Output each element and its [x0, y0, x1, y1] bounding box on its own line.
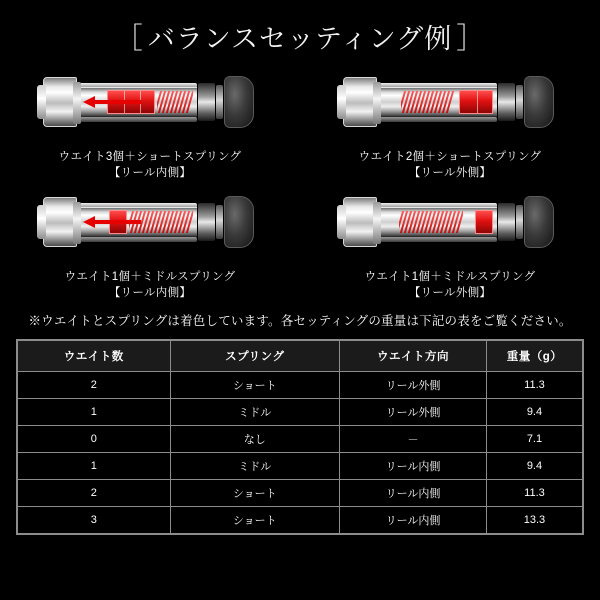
figure-caption-line1: ウエイト1個＋ミドルスプリング [64, 271, 236, 283]
note-text: ※ウエイトとスプリングは着色しています。各セッティングの重量は下記の表をご覧ください。 [28, 314, 572, 328]
knob [224, 76, 254, 128]
collar [498, 203, 515, 241]
cell-weight-count: 2 [18, 480, 171, 507]
reel-illustration [35, 183, 265, 261]
cell-weight-count: 1 [18, 399, 171, 426]
collar [498, 83, 515, 121]
figure-weights3-short-inside [0, 63, 300, 181]
spool-flange [43, 197, 77, 247]
table-header-row [18, 341, 583, 372]
flange-cap [37, 205, 46, 239]
reel-illustration [335, 183, 565, 261]
figure-weights1-middle-outside [300, 183, 600, 301]
title-open-bracket: ［ [113, 23, 144, 55]
cell-direction: リール内側 [340, 480, 487, 507]
cell-weight-count: 1 [18, 453, 171, 480]
table-row [18, 426, 583, 453]
tube-bottom-edge [379, 117, 497, 122]
cell-spring: ミドル [170, 399, 340, 426]
knob [524, 76, 554, 128]
tube-bottom-edge [79, 117, 197, 122]
cell-weight: 9.4 [486, 453, 582, 480]
reel-illustration [35, 63, 265, 141]
cell-weight: 9.4 [486, 399, 582, 426]
figure-caption-line1: ウエイト2個＋ショートスプリング [358, 151, 542, 163]
title-text: バランスセッティング例 [147, 24, 453, 54]
title-close-bracket: ］ [456, 23, 487, 55]
table-row [18, 372, 583, 399]
collar-secondary [216, 85, 223, 119]
collar-secondary [516, 205, 523, 239]
figure-caption [0, 269, 300, 301]
figure-caption-line2: 【リール外側】 [408, 167, 492, 179]
cell-weight: 11.3 [486, 480, 582, 507]
cell-spring: ショート [170, 372, 340, 399]
table-row [18, 453, 583, 480]
flange-cap [337, 85, 346, 119]
spool-flange [343, 197, 377, 247]
flange-cap [337, 205, 346, 239]
column-header-direction: ウエイト方向 [340, 341, 487, 372]
column-header-spring: スプリング [170, 341, 340, 372]
cell-weight-count: 3 [18, 507, 171, 534]
tube-bottom-edge [379, 237, 497, 242]
figure-caption [300, 269, 600, 301]
collar [198, 203, 215, 241]
cell-direction: リール内側 [340, 453, 487, 480]
collar-secondary [516, 85, 523, 119]
table-row [18, 399, 583, 426]
collar [198, 83, 215, 121]
weight-block [459, 90, 493, 114]
direction-arrow-icon [83, 216, 141, 228]
cell-weight-count: 2 [18, 372, 171, 399]
spring-coil [157, 91, 193, 113]
cell-weight: 13.3 [486, 507, 582, 534]
cell-direction: リール外側 [340, 399, 487, 426]
figure-caption-line1: ウエイト3個＋ショートスプリング [58, 151, 242, 163]
cell-spring: ミドル [170, 453, 340, 480]
figure-caption-line2: 【リール内側】 [108, 287, 192, 299]
column-header-weight: 重量（g） [486, 341, 582, 372]
collar-secondary [216, 205, 223, 239]
cell-direction: － [340, 426, 487, 453]
weight-block [475, 210, 493, 234]
spring-coil [399, 211, 463, 233]
table-row [18, 480, 583, 507]
knob [524, 196, 554, 248]
tube-bottom-edge [79, 237, 197, 242]
cell-weight: 7.1 [486, 426, 582, 453]
figure-caption-line2: 【リール内側】 [108, 167, 192, 179]
reel-illustration [335, 63, 565, 141]
column-header-weight-count: ウエイト数 [18, 341, 171, 372]
figure-weights1-middle-inside [0, 183, 300, 301]
figure-caption-line2: 【リール外側】 [408, 287, 492, 299]
diagram-grid [0, 63, 600, 301]
cell-direction: リール外側 [340, 372, 487, 399]
direction-arrow-icon [83, 96, 141, 108]
spool-flange [43, 77, 77, 127]
spool-flange [343, 77, 377, 127]
cell-spring: ショート [170, 480, 340, 507]
cell-weight: 11.3 [486, 372, 582, 399]
cell-direction: リール内側 [340, 507, 487, 534]
page-title [0, 0, 600, 57]
figure-weights2-short-outside [300, 63, 600, 181]
figure-caption-line1: ウエイト1個＋ミドルスプリング [364, 271, 536, 283]
cell-spring: なし [170, 426, 340, 453]
flange-cap [37, 85, 46, 119]
knob [224, 196, 254, 248]
settings-table [16, 339, 584, 535]
figure-caption [0, 149, 300, 181]
cell-weight-count: 0 [18, 426, 171, 453]
figure-caption [300, 149, 600, 181]
table-row [18, 507, 583, 534]
spring-coil [401, 91, 455, 113]
cell-spring: ショート [170, 507, 340, 534]
